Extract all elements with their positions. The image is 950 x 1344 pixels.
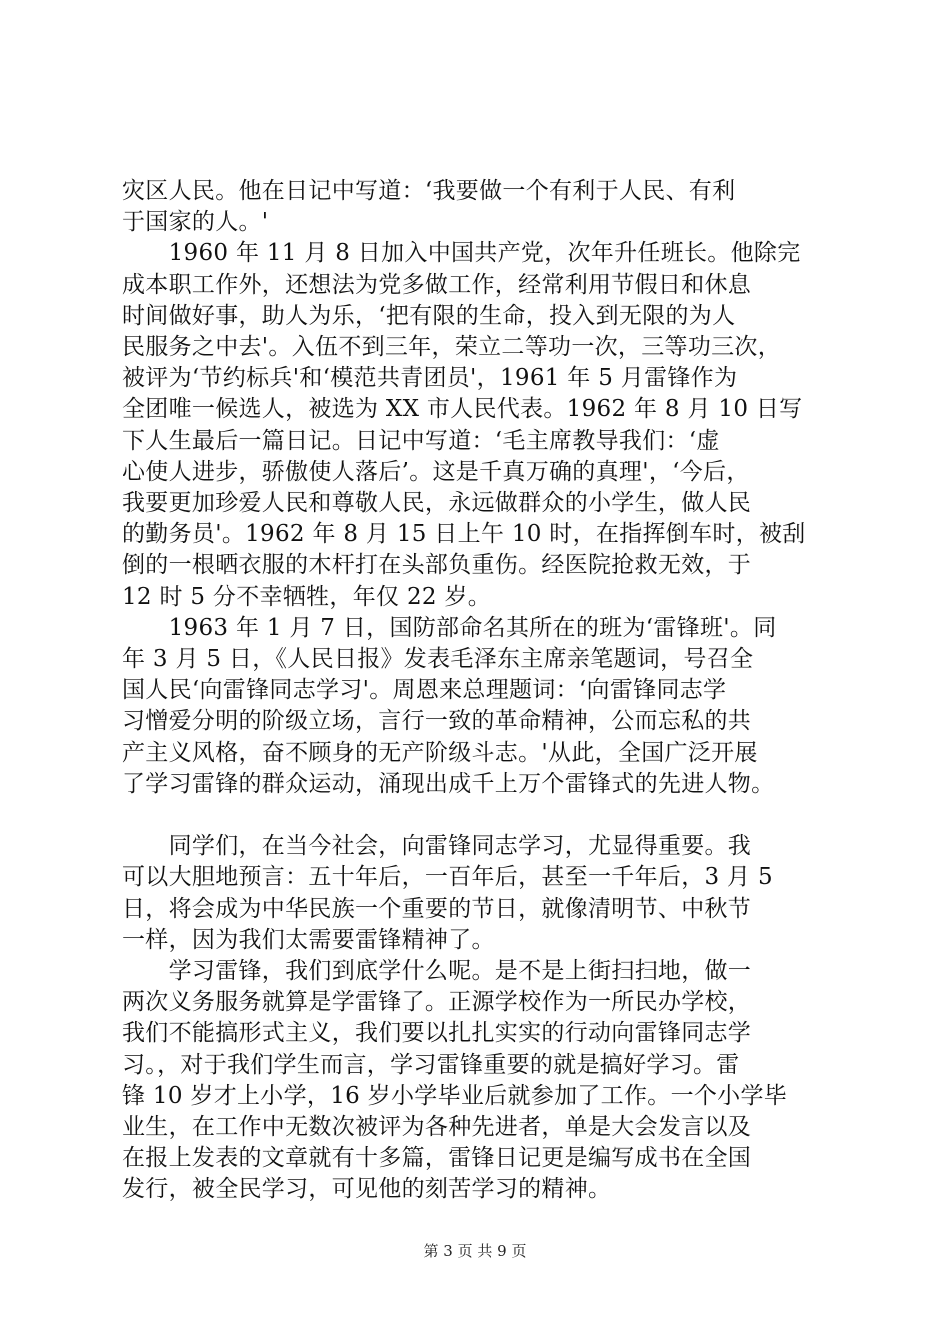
text-line: 日，将会成为中华民族一个重要的节日，就像清明节、中秋节 [122, 896, 752, 922]
text-line: 锋 10 岁才上小学，16 岁小学毕业后就参加了工作。一个小学毕 [122, 1083, 788, 1109]
text-line: 被评为‘节约标兵'和‘模范共青团员'，1961 年 5 月雷锋作为 [122, 365, 738, 391]
text-line: 1960 年 11 月 8 日加入中国共产党，次年升任班长。他除完 [122, 240, 801, 266]
text-line: 在报上发表的文章就有十多篇，雷锋日记更是编写成书在全国 [122, 1145, 752, 1171]
text-line: 业生，在工作中无数次被评为各种先进者，单是大会发言以及 [122, 1114, 752, 1140]
text-line: 下人生最后一篇日记。日记中写道：‘毛主席教导我们：‘虚 [122, 428, 720, 454]
text-line: 12 时 5 分不幸牺牲，年仅 22 岁。 [122, 584, 492, 610]
text-line: 两次义务服务就算是学雷锋了。正源学校作为一所民办学校， [122, 989, 752, 1015]
page-footer: 第 3 页 共 9 页 [423, 1242, 527, 1260]
text-line: 时间做好事，助人为乐，‘把有限的生命，投入到无限的为人 [122, 303, 736, 329]
text-line: 一样，因为我们太需要雷锋精神了。 [122, 927, 495, 953]
text-line: 发行，被全民学习，可见他的刻苦学习的精神。 [122, 1176, 612, 1202]
text-line: 可以大胆地预言：五十年后，一百年后，甚至一千年后，3 月 5 [122, 864, 773, 890]
text-line: 习。，对于我们学生而言，学习雷锋重要的就是搞好学习。雷 [122, 1052, 740, 1078]
text-line: 倒的一根晒衣服的木杆打在头部负重伤。经医院抢救无效，于 [122, 552, 752, 578]
text-line: 灾区人民。他在日记中写道：‘我要做一个有利于人民、有利 [122, 178, 736, 204]
text-line: 我们不能搞形式主义，我们要以扎扎实实的行动向雷锋同志学 [122, 1020, 752, 1046]
text-line: 全团唯一候选人，被选为 XX 市人民代表。1962 年 8 月 10 日写 [122, 396, 803, 422]
text-line: 民服务之中去'。入伍不到三年，荣立二等功一次，三等功三次， [122, 334, 782, 360]
text-line: 成本职工作外，还想法为党多做工作，经常利用节假日和休息 [122, 272, 752, 298]
text-line: 了学习雷锋的群众运动，涌现出成千上万个雷锋式的先进人物。 [122, 771, 775, 797]
text-line: 产主义风格，奋不顾身的无产阶级斗志。'从此，全国广泛开展 [122, 740, 758, 766]
text-line: 国人民‘向雷锋同志学习'。周恩来总理题词：‘向雷锋同志学 [122, 677, 727, 703]
text-line: 的勤务员'。1962 年 8 月 15 日上午 10 时，在指挥倒车时，被刮 [122, 521, 806, 547]
text-line: 于国家的人。' [122, 209, 269, 235]
text-line: 1963 年 1 月 7 日，国防部命名其所在的班为‘雷锋班'。同 [122, 615, 777, 641]
text-line: 我要更加珍爱人民和尊敬人民，永远做群众的小学生，做人民 [122, 490, 752, 516]
text-line: 学习雷锋，我们到底学什么呢。是不是上街扫扫地，做一 [122, 958, 752, 984]
text-line: 同学们，在当今社会，向雷锋同志学习，尤显得重要。我 [122, 833, 752, 859]
text-line: 年 3 月 5 日，《人民日报》发表毛泽东主席亲笔题词，号召全 [122, 646, 754, 672]
text-line: 心使人进步，骄傲使人落后’。这是千真万确的真理'，‘今后， [122, 459, 750, 485]
text-line: 习憎爱分明的阶级立场，言行一致的革命精神，公而忘私的共 [122, 708, 752, 734]
